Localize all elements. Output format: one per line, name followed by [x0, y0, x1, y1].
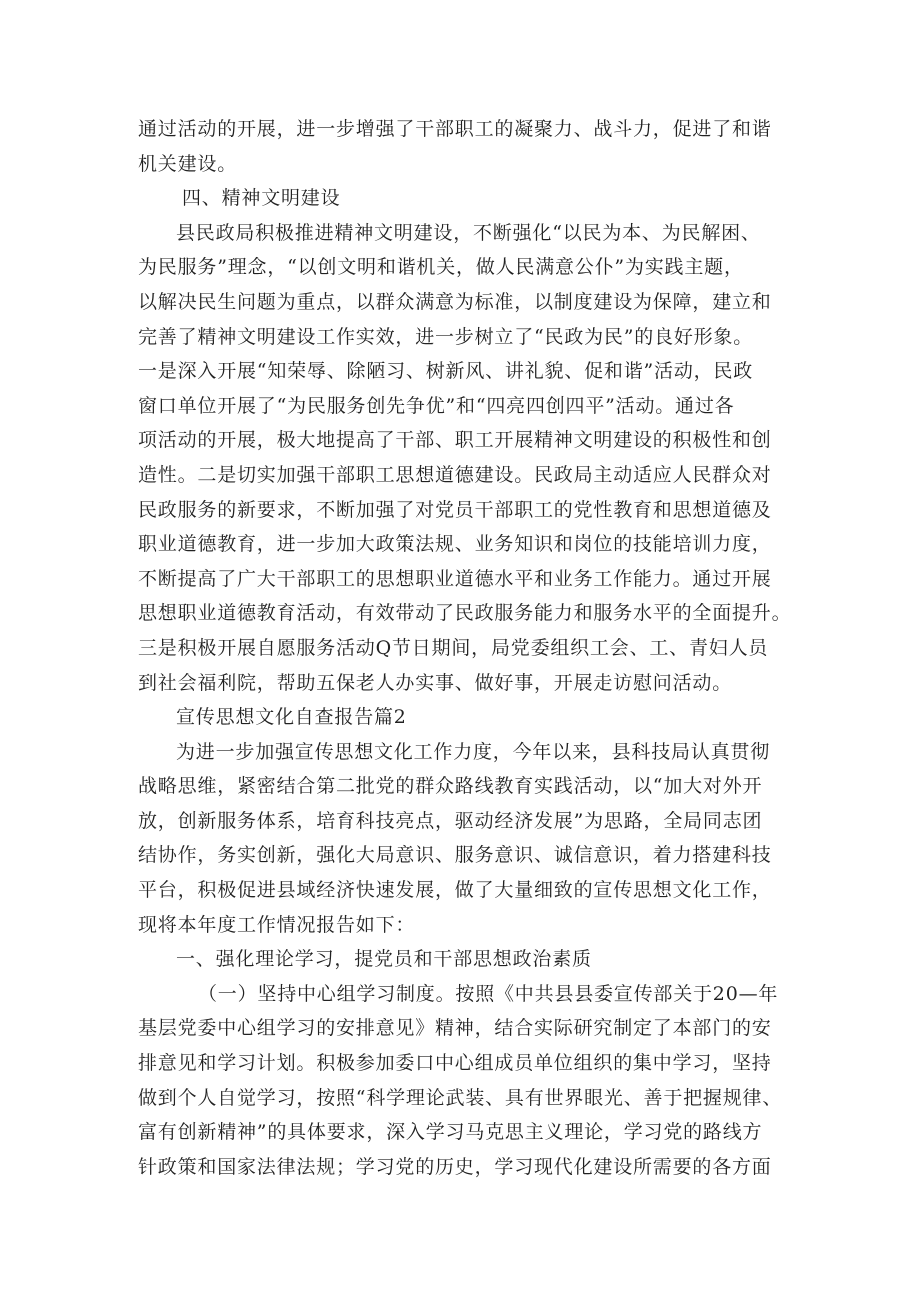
subsection-heading: （一）坚持中心组学习制度。按照《中共县县委宣传部关于20—年	[198, 982, 779, 1005]
document-body	[138, 112, 828, 1184]
paragraph-line: 平台，积极促进县域经济快速发展，做了大量细致的宣传思想文化工作，	[138, 879, 772, 902]
paragraph-line: 通过活动的开展，进一步增强了干部职工的凝聚力、战斗力，促进了和谐	[138, 118, 772, 140]
paragraph-line: 三是积极开展自愿服务活动Q节日期间，局党委组织工会、工、青妇人员	[138, 636, 769, 659]
paragraph-line: 县民政局积极推进精神文明建设，不断强化“以民为本、为民解困、	[176, 221, 761, 244]
paragraph-line: 现将本年度工作情况报告如下：	[138, 913, 416, 936]
paragraph-line: 战略思维，紧密结合第二批党的群众路线教育实践活动，以“加大对外开	[138, 775, 763, 798]
paragraph-line: 一是深入开展“知荣辱、除陋习、树新风、讲礼貌、促和谐”活动，民政	[138, 360, 754, 383]
section-heading: 一、强化理论学习，提党员和干部思想政治素质	[176, 948, 592, 971]
paragraph-line: 放，创新服务体系，培育科技亮点，驱动经济发展”为思路，全局同志团	[138, 809, 763, 832]
paragraph-line: 以解决民生问题为重点，以群众满意为标准，以制度建设为保障，建立和	[138, 290, 772, 313]
paragraph-line: 民政服务的新要求，不断加强了对党员干部职工的党性教育和思想道德及	[138, 498, 772, 521]
paragraph-line: 不断提高了广大干部职工的思想职业道德水平和业务工作能力。通过开展	[138, 567, 772, 590]
paragraph-line: 为进一步加强宣传思想文化工作力度，今年以来，县科技局认真贯彻	[176, 740, 771, 763]
paragraph-line: 为民服务”理念，“以创文明和谐机关，做人民满意公仆”为实践主题，	[138, 256, 744, 279]
paragraph-line: 职业道德教育，进一步加大政策法规、业务知识和岗位的技能培训力度，	[138, 533, 772, 556]
paragraph-line: 窗口单位开展了“为民服务创先争优”和“四亮四创四平”活动。通过各	[138, 394, 735, 417]
section-heading: 四、精神文明建设	[182, 187, 341, 210]
paragraph-line: 基层党委中心组学习的安排意见》精神，结合实际研究制定了本部门的安	[138, 1017, 772, 1040]
paragraph-line: 到社会福利院，帮助五保老人办实事、做好事，开展走访慰问活动。	[138, 671, 733, 694]
paragraph-line: 针政策和国家法律法规；学习党的历史，学习现代化建设所需要的各方面	[138, 1155, 772, 1178]
section-title: 宣传思想文化自查报告篇2	[176, 706, 407, 729]
paragraph-line: 做到个人自觉学习，按照“科学理论武装、具有世界眼光、善于把握规律、	[138, 1086, 783, 1109]
paragraph-line: 排意见和学习计划。积极参加委口中心组成员单位组织的集中学习，坚持	[138, 1052, 772, 1075]
paragraph-line: 结协作，务实创新，强化大局意识、服务意识、诚信意识，着力搭建科技	[138, 844, 772, 867]
paragraph-line: 完善了精神文明建设工作实效，进一步树立了“民政为民”的良好形象。	[138, 325, 754, 348]
paragraph-line: 机关建设。	[138, 152, 238, 175]
paragraph-line: 思想职业道德教育活动，有效带动了民政服务能力和服务水平的全面提升。	[138, 602, 792, 625]
paragraph-line: 项活动的开展，极大地提高了干部、职工开展精神文明建设的积极性和创	[138, 429, 772, 452]
paragraph-line: 富有创新精神”的具体要求，深入学习马克思主义理论，学习党的路线方	[138, 1121, 763, 1144]
paragraph-line: 造性。二是切实加强干部职工思想道德建设。民政局主动适应人民群众对	[138, 463, 772, 486]
